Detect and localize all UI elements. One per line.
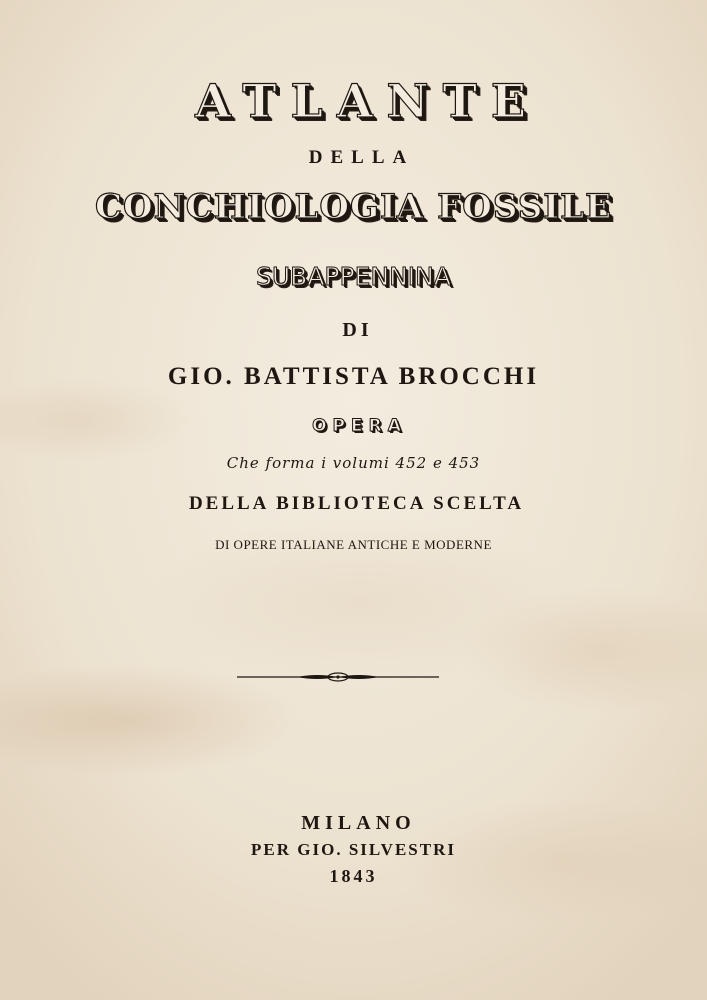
title-di: DI — [342, 319, 373, 341]
book-subject: CONCHIOLOGIA FOSSILE — [95, 187, 612, 227]
title-opera: OPERA — [312, 416, 407, 436]
author-name: GIO. BATTISTA BROCCHI — [167, 363, 540, 390]
publisher: PER GIO. SILVESTRI — [251, 840, 456, 859]
book-subtitle: SUBAPPENNINA — [256, 262, 451, 291]
publication-year: 1843 — [329, 866, 378, 886]
publication-city: MILANO — [301, 812, 416, 834]
ornamental-rule-icon — [237, 670, 439, 684]
collection-name: DELLA BIBLIOTECA SCELTA — [188, 493, 525, 514]
collection-subtitle: DI OPERE ITALIANE ANTICHE E MODERNE — [215, 537, 492, 552]
volumes-note: Che forma i volumi 452 e 453 — [226, 454, 481, 472]
title-della: DELLA — [308, 147, 415, 168]
book-title: ATLANTE — [195, 74, 540, 128]
